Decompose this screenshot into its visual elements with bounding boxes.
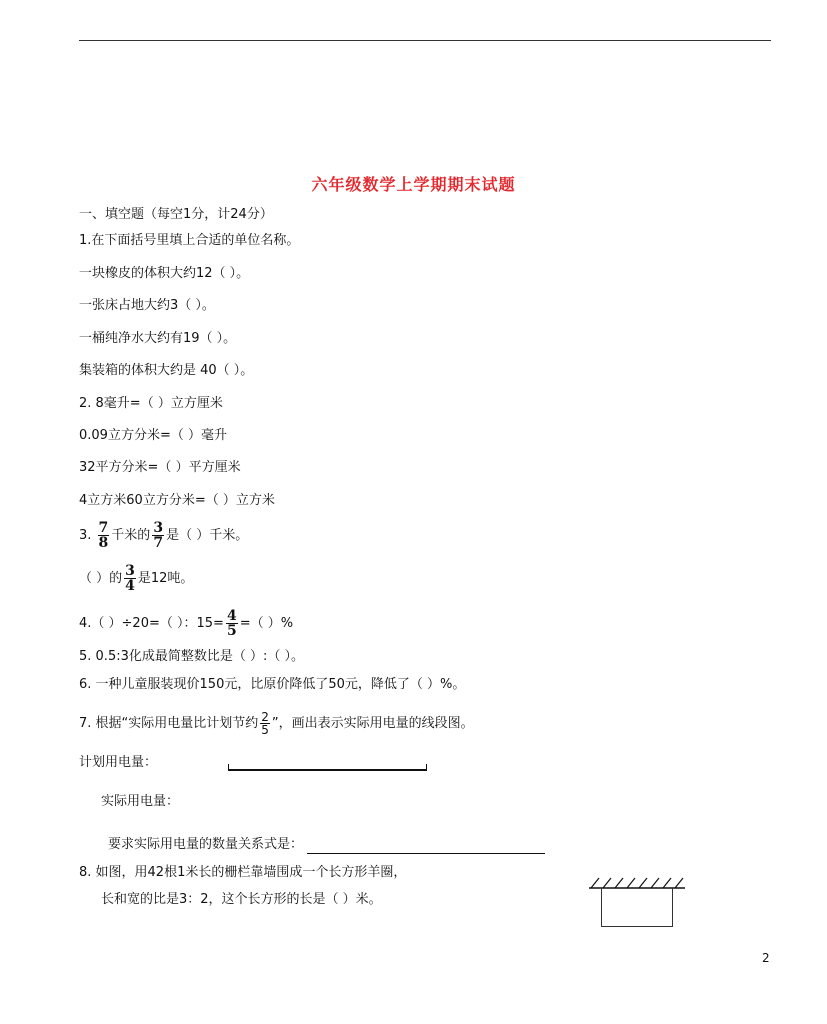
q8-line-2: 长和宽的比是3：2，这个长方形的长是（ ）米。 xyxy=(101,892,382,907)
q2-item-2: 0.09立方分米=（ ）毫升 xyxy=(79,428,227,443)
fraction-numerator: 3 xyxy=(125,563,135,579)
q2-item-1: 2. 8毫升=（ ）立方厘米 xyxy=(79,396,223,411)
q3-prefix: 3. xyxy=(79,528,92,543)
q2-item-4: 4立方米60立方分米=（ ）立方米 xyxy=(79,493,275,508)
sheep-pen-diagram xyxy=(601,888,673,927)
fraction-numerator: 4 xyxy=(226,608,237,624)
plan-label: 计划用电量： xyxy=(79,755,158,770)
fraction-numerator: 3 xyxy=(153,520,164,536)
plan-segment xyxy=(228,764,427,771)
q3-tail: 是（ ）千米。 xyxy=(166,528,249,543)
q8-line-1: 8. 如图，用42根1米长的栅栏靠墙围成一个长方形羊圈， xyxy=(79,865,407,880)
fraction-denominator: 5 xyxy=(226,623,237,639)
fraction-numerator: 7 xyxy=(98,520,109,536)
fraction xyxy=(98,521,110,550)
fraction xyxy=(226,609,238,638)
actual-label: 实际用电量： xyxy=(101,794,180,809)
q4-line xyxy=(79,609,293,638)
q7-line xyxy=(79,711,474,736)
q2-item-3: 32平方分米=（ ）平方厘米 xyxy=(79,460,241,475)
section-heading: 一、填空题（每空1分，计24分） xyxy=(79,207,273,222)
q5-line: 5. 0.5:3化成最简整数比是（ ）:（ ）。 xyxy=(79,649,305,664)
q3-mid: 千米的 xyxy=(111,528,151,543)
header-rule xyxy=(79,40,771,41)
q3-line2-pre: （ ）的 xyxy=(79,571,123,586)
fraction xyxy=(124,564,136,593)
q4-tail: =（ ）% xyxy=(239,616,294,631)
fraction xyxy=(152,521,164,550)
page-number: 2 xyxy=(762,951,770,965)
fraction-numerator: 2 xyxy=(261,710,269,724)
q4-pre: 4.（ ）÷20=（ ）：15= xyxy=(79,616,224,631)
q1-item-2: 一张床占地大约3（ ）。 xyxy=(79,298,215,313)
fraction-denominator: 7 xyxy=(153,535,164,551)
q3-line2-tail: 是12吨。 xyxy=(137,571,194,586)
q3-line-2 xyxy=(79,564,193,593)
q6-line: 6. 一种儿童服装现价150元，比原价降低了50元，降低了（ ）%。 xyxy=(79,677,466,692)
q7-pre: 7. 根据“实际用电量比计划节约 xyxy=(79,716,259,731)
answer-blank-line xyxy=(307,839,545,854)
q1-stem: 1.在下面括号里填上合适的单位名称。 xyxy=(79,233,300,248)
fraction-denominator: 8 xyxy=(98,535,109,551)
relation-line xyxy=(108,836,545,854)
q7-tail: ”，画出表示实际用电量的线段图。 xyxy=(271,716,474,731)
relation-label: 要求实际用电量的数量关系式是： xyxy=(108,837,304,852)
page-title: 六年级数学上学期期末试题 xyxy=(311,175,516,194)
q1-item-4: 集装箱的体积大约是 40（ ）。 xyxy=(79,363,254,378)
fraction-denominator: 4 xyxy=(125,578,135,594)
q1-item-1: 一块橡皮的体积大约12（ ）。 xyxy=(79,266,250,281)
fraction-denominator: 5 xyxy=(261,723,269,737)
fraction xyxy=(260,711,270,736)
q1-item-3: 一桶纯净水大约有19（ ）。 xyxy=(79,331,237,346)
q3-line-1 xyxy=(79,521,248,550)
